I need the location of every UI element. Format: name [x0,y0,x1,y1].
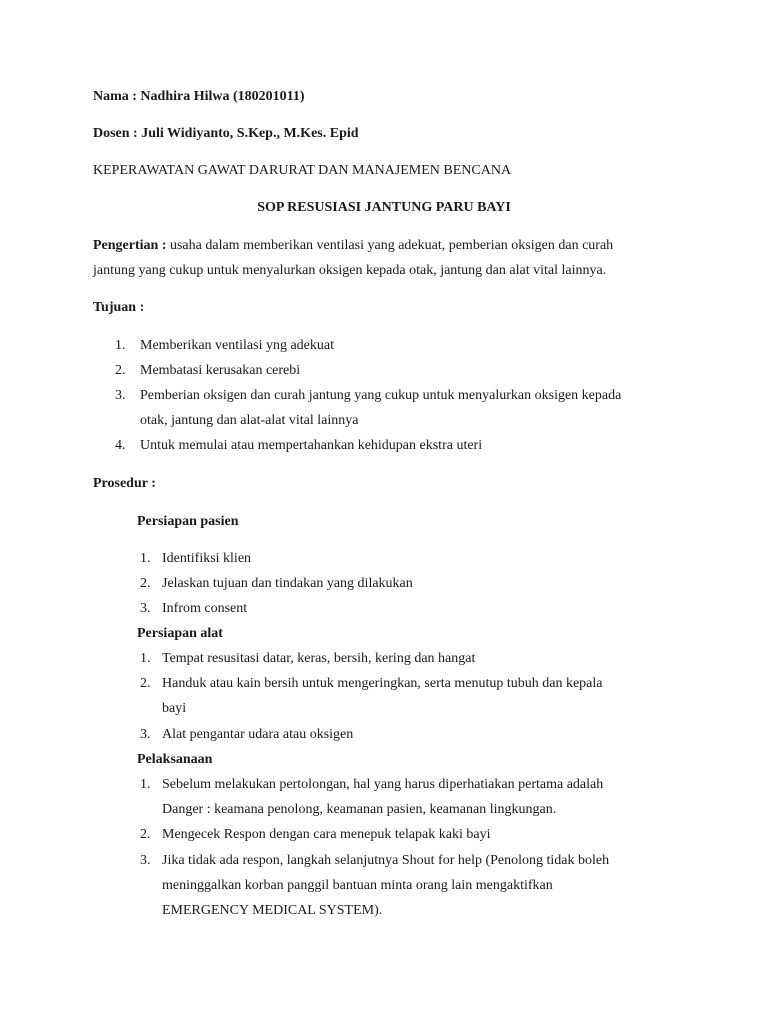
list-item: Sebelum melakukan pertolongan, hal yang harus diperhatiakan pertama adalah [162,777,604,792]
persiapan-pasien-heading: Persiapan pasien [137,514,239,529]
persiapan-alat-heading: Persiapan alat [137,626,223,641]
list-item: Handuk atau kain bersih untuk mengeringkan, serta menutup tubuh dan kepala [162,676,603,691]
list-item: Pemberian oksigen dan curah jantung yang cukup untuk menyalurkan oksigen kepada [140,388,622,403]
pelaksanaan-heading: Pelaksanaan [137,752,213,767]
list-item-number: 1. [140,651,151,666]
list-item-number: 3. [140,727,151,742]
list-item-continuation: Danger : keamana penolong, keamanan pasien, keamanan lingkungan. [162,802,557,817]
list-item-number: 3. [140,853,151,868]
course-title: KEPERAWATAN GAWAT DARURAT DAN MANAJEMEN BENCANA [93,163,512,178]
list-item-number: 1. [140,777,151,792]
list-item-number: 3. [140,601,151,616]
pengertian-text-line2: jantung yang cukup untuk menyalurkan oksigen kepada otak, jantung dan alat vital lainnya. [93,263,607,278]
list-item-number: 3. [115,388,126,403]
list-item-continuation: otak, jantung dan alat-alat vital lainnya [140,413,359,428]
prosedur-label: Prosedur : [93,476,156,491]
list-item-number: 2. [140,576,151,591]
list-item: Mengecek Respon dengan cara menepuk telapak kaki bayi [162,827,491,842]
pengertian-paragraph-line1 [93,233,613,258]
list-item: Membatasi kerusakan cerebi [140,363,301,378]
list-item-number: 4. [115,438,126,453]
list-item-continuation: EMERGENCY MEDICAL SYSTEM). [162,903,383,918]
list-item-number: 2. [115,363,126,378]
list-item-number: 2. [140,827,151,842]
list-item-number: 1. [140,551,151,566]
list-item: Jelaskan tujuan dan tindakan yang dilakukan [162,576,413,591]
pengertian-text-line1: usaha dalam memberikan ventilasi yang adekuat, pemberian oksigen dan curah [166,238,614,253]
list-item-number: 2. [140,676,151,691]
list-item: Identifiksi klien [162,551,252,566]
list-item: Untuk memulai atau mempertahankan kehidupan ekstra uteri [140,438,483,453]
list-item-continuation: meninggalkan korban panggil bantuan minta orang lain mengaktifkan [162,878,553,893]
list-item: Memberikan ventilasi yng adekuat [140,338,334,353]
list-item-number: 1. [115,338,126,353]
list-item: Infrom consent [162,601,248,616]
document-title: SOP RESUSIASI JANTUNG PARU BAYI [257,200,511,215]
list-item-continuation: bayi [162,701,187,716]
student-name: Nama : Nadhira Hilwa (180201011) [93,89,305,104]
list-item: Tempat resusitasi datar, keras, bersih, kering dan hangat [162,651,476,666]
tujuan-label: Tujuan : [93,300,145,315]
list-item: Jika tidak ada respon, langkah selanjutnya Shout for help (Penolong tidak boleh [162,853,610,868]
list-item: Alat pengantar udara atau oksigen [162,727,354,742]
lecturer-name: Dosen : Juli Widiyanto, S.Kep., M.Kes. Epid [93,126,359,141]
pengertian-label: Pengertian : [93,238,167,253]
